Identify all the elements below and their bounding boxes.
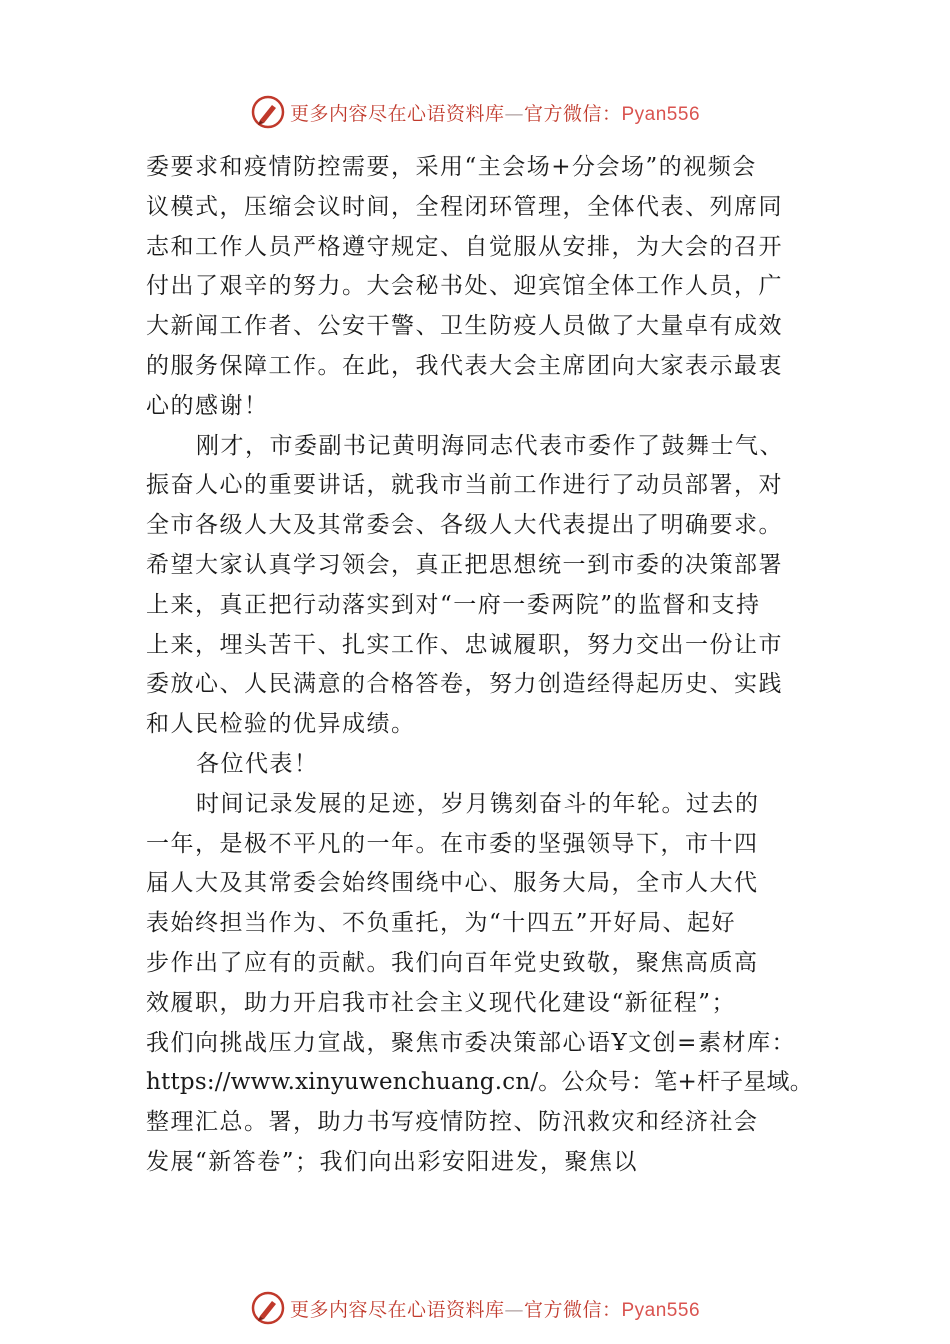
body-line: 表始终担当作为、不负重托，为“十四五”开好局、起好 [146, 910, 737, 937]
body-line: 议模式，压缩会议时间，全程闭环管理，全体代表、列席同 [146, 193, 783, 220]
body-line: 一年，是极不平凡的一年。在市委的坚强领导下，市十四 [146, 830, 759, 857]
body-line: 时间记录发展的足迹，岁月镌刻奋斗的年轮。过去的 [196, 790, 760, 817]
body-line: 希望大家认真学习领会，真正把思想统一到市委的决策部署 [146, 551, 783, 578]
header-separator: — [504, 102, 524, 125]
body-line: 上来，埋头苦干、扎实工作、忠诚履职，努力交出一份让市 [146, 631, 783, 658]
footer-site-name: 更多内容尽在心语资料库 [289, 1298, 505, 1321]
body-line: 发展“新答卷”；我们向出彩安阳进发，聚焦以 [146, 1148, 639, 1175]
body-line: 委放心、人民满意的合格答卷，努力创造经得起历史、实践 [146, 671, 783, 698]
body-line: 委要求和疫情防控需要，采用“主会场+分会场”的视频会 [146, 154, 757, 180]
body-line: 大新闻工作者、公安干警、卫生防疫人员做了大量卓有成效 [146, 313, 783, 340]
body-line: 上来，真正把行动落实到对“一府一委两院”的监督和支持 [146, 591, 761, 618]
body-line: 步作出了应有的贡献。我们向百年党史致敬，聚焦高质高 [146, 949, 759, 976]
body-line: 志和工作人员严格遵守规定、自觉服从安排，为大会的召开 [146, 233, 783, 260]
footer-separator: — [504, 1298, 524, 1321]
body-line: 全市各级人大及其常委会、各级人大代表提出了明确要求。 [146, 512, 783, 539]
body-line: 心的感谢！ [146, 392, 269, 419]
header-wechat-id: Pyan556 [621, 103, 701, 125]
body-line: 的服务保障工作。在此，我代表大会主席团向大家表示最衷 [146, 352, 783, 379]
body-line: 振奋人心的重要讲话，就我市当前工作进行了动员部署，对 [146, 472, 783, 499]
body-line: https://www.xinyuwenchuang.cn/。公众号：笔+杆子星域。 [146, 1069, 813, 1096]
header-wechat-label: 官方微信： [523, 102, 622, 125]
body-line: 刚才，市委副书记黄明海同志代表市委作了鼓舞士气、 [196, 432, 784, 459]
pen-logo-icon [250, 1290, 286, 1326]
body-line: 付出了艰辛的努力。大会秘书处、迎宾馆全体工作人员，广 [146, 273, 783, 300]
body-line: 我们向挑战压力宣战，聚焦市委决策部心语Ұ文创=素材库： [146, 1029, 796, 1056]
body-line: 届人大及其常委会始终围绕中心、服务大局，全市人大代 [146, 870, 759, 897]
body-line: 整理汇总。署，助力书写疫情防控、防汛救灾和经济社会 [146, 1109, 759, 1136]
body-line: 效履职，助力开启我市社会主义现代化建设“新征程”； [146, 989, 737, 1016]
pen-logo-icon [250, 94, 286, 130]
body-line: 和人民检验的优异成绩。 [146, 711, 416, 738]
footer-banner [0, 1288, 950, 1328]
header-banner [0, 92, 950, 132]
footer-wechat-label: 官方微信： [523, 1298, 622, 1321]
document-body [146, 148, 813, 1183]
body-line: 各位代表！ [196, 750, 319, 777]
header-site-name: 更多内容尽在心语资料库 [289, 102, 505, 125]
footer-wechat-id: Pyan556 [621, 1299, 701, 1321]
